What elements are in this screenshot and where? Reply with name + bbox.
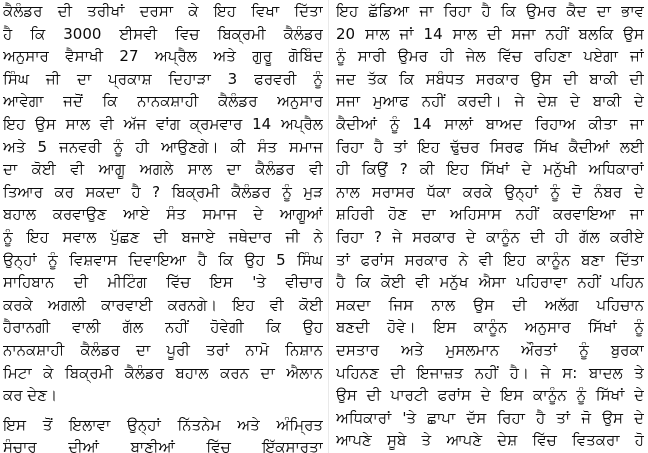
text-line: ਇਹ ਛੱਡਿਆ ਜਾ ਰਿਹਾ ਹੈ ਕਿ ਉਮਰ ਕੈਦ ਦਾ ਭਾਵ (336, 2, 644, 20)
text-line: ਅਤੇ 5 ਜਨਵਰੀ ਨੂੰ ਹੀ ਆਉਣਗੇ। ਕੀ ਸੰਤ ਸਮਾਜ (3, 137, 323, 156)
paragraph-gap (3, 407, 323, 414)
text-line: ਸ਼ਹਿਰੀ ਹੋਣ ਦਾ ਅਹਿਸਾਸ ਨਹੀਂ ਕਰਵਾਇਆ ਜਾ (336, 205, 644, 224)
text-line: ਹੈ ਕਿ ਕੋਈ ਵੀ ਮਨੁੱਖ ਐਸਾ ਪਹਿਰਾਵਾ ਨਹੀਂ ਪਹਿਨ (336, 273, 644, 292)
text-line: ਹੈ ਕਿ 3000 ਈਸਵੀ ਵਿਚ ਬਿਕ੍ਰਮੀ ਕੈਲੰਡਰ (3, 24, 323, 43)
text-line: ਨੂੰ ਇਹ ਸਵਾਲ ਪੁੱਛਣ ਦੀ ਬਜਾਏ ਜਥੇਦਾਰ ਜੀ ਨੇ (3, 227, 323, 246)
text-line: ਨਾਨਕਸ਼ਾਹੀ ਕੈਲੰਡਰ ਦਾ ਪੂਰੀ ਤਰਾਂ ਨਾਮੋ ਨਿਸ਼ਾਨ (3, 340, 323, 359)
text-line: ਹੀ ਕਿਉਂ ? ਕੀ ਇਹ ਸਿੱਖਾਂ ਦੇ ਮਨੁੱਖੀ ਅਧਿਕਾਰਾਂ (336, 160, 644, 179)
text-line: ਦਾ ਕੋਈ ਵੀ ਆਗੂ ਅਗਲੇ ਸਾਲ ਦਾ ਕੈਲੰਡਰ ਵੀ (3, 160, 323, 179)
text-line: ਕੈਲੰਡਰ ਦੀ ਤਰੀਖਾਂ ਦਰਸਾ ਕੇ ਇਹ ਵਿਖਾ ਦਿੱਤਾ (3, 2, 323, 20)
left-paragraph-2 (3, 414, 323, 453)
text-line: ਜਦ ਤੱਕ ਕਿ ਸਬੰਧਤ ਸਰਕਾਰ ਉਸ ਦੀ ਬਾਕੀ ਦੀ (336, 69, 644, 88)
text-line: ਇਹ ਉਸ ਸਾਲ ਵੀ ਅੱਜ ਵਾਂਗ ਕ੍ਰਮਵਾਰ 14 ਅਪ੍ਰੈਲ (3, 114, 323, 133)
text-line: ਸਾਹਿਬਾਨ ਦੀ ਮੀਟਿੰਗ ਵਿੱਚ ਇਸ 'ਤੇ ਵੀਚਾਰ (3, 273, 323, 292)
text-line: ਪਹਿਨਣ ਦੀ ਇਜਾਜ਼ਤ ਨਹੀਂ ਹੈ। ਜੇ ਸ: ਬਾਦਲ ਤੇ (336, 363, 644, 382)
text-line: ਦਸਤਾਰ ਅਤੇ ਮੁਸਲਮਾਨ ਔਰਤਾਂ ਨੂੰ ਬੁਰਕਾ (336, 340, 644, 359)
text-line: ਨੂੰ ਸਾਰੀ ਉਮਰ ਹੀ ਜੇਲ ਵਿੱਚ ਰਹਿਣਾ ਪਏਗਾ ਜਾਂ (336, 47, 644, 66)
text-line: ਹੈਰਾਨਗੀ ਵਾਲੀ ਗੱਲ ਨਹੀਂ ਹੋਵੇਗੀ ਕਿ ਉਹ (3, 318, 323, 337)
left-column (3, 0, 323, 453)
text-line: ਕੈਦੀਆਂ ਨੂੰ 14 ਸਾਲਾਂ ਬਾਅਦ ਰਿਹਾਅ ਕੀਤਾ ਜਾ (336, 114, 644, 133)
text-line: ਸੰਚਾਰ ਦੀਆਂ ਬਾਣੀਆਂ ਵਿੱਚ ਇੱਕਸਾਰਤਾ (3, 438, 323, 453)
text-line: ਰਿਹਾ ਹੈ ਤਾਂ ਇਹ ਢੁੱਚਰ ਸਿਰਫ ਸਿੱਖ ਕੈਦੀਆਂ ਲਈ (336, 137, 644, 156)
right-column (336, 0, 644, 453)
text-line: ਕਰ ਦੇਣ। (3, 386, 58, 405)
text-line: ਤਿਆਰ ਕਰ ਸਕਦਾ ਹੈ ? ਬਿਕ੍ਰਮੀ ਕੈਲੰਡਰ ਨੂੰ ਮੁੜ (3, 182, 323, 201)
left-paragraph-1 (3, 0, 323, 407)
text-line: ਰਿਹਾ ? ਜੇ ਸਰਕਾਰ ਦੇ ਕਾਨੂੰਨ ਦੀ ਹੀ ਗੱਲ ਕਰੀਏ (336, 227, 644, 246)
text-line: 20 ਸਾਲ ਜਾਂ 14 ਸਾਲ ਦੀ ਸਜਾ ਨਹੀਂ ਬਲਕਿ ਉਸ (336, 24, 644, 43)
text-line: ਉਨ੍ਹਾਂ ਨੂੰ ਵਿਸ਼ਵਾਸ ਦਿਵਾਇਆ ਹੈ ਕਿ ਉਹ 5 ਸਿੰਘ (3, 250, 323, 269)
text-line: ਆਪਣੇ ਸੂਬੇ ਤੇ ਆਪਣੇ ਦੇਸ਼ ਵਿੱਚ ਵਿਤਕਰਾ ਹੋ (336, 431, 644, 450)
text-line: ਉਸ ਦੀ ਪਾਰਟੀ ਫਰਾਂਸ ਦੇ ਇਸ ਕਾਨੂੰਨ ਨੂੰ ਸਿੱਖਾਂ ਦੇ (336, 386, 644, 405)
text-line: ਅਨੁਸਾਰ ਵੈਸਾਖੀ 27 ਅਪ੍ਰੈਲ ਅਤੇ ਗੁਰੂ ਗੋਬਿੰਦ (3, 47, 323, 66)
text-line: ਸਜਾ ਮੁਆਫ ਨਹੀਂ ਕਰਦੀ। ਜੇ ਦੇਸ਼ ਦੇ ਬਾਕੀ ਦੇ (336, 92, 644, 111)
text-line: ਮਿਟਾ ਕੇ ਬਿਕ੍ਰਮੀ ਕੈਲੰਡਰ ਬਹਾਲ ਕਰਨ ਦਾ ਐਲਾਨ (3, 363, 323, 382)
column-gutter (328, 0, 329, 453)
text-line: ਸਕਦਾ ਜਿਸ ਨਾਲ ਉਸ ਦੀ ਅਲੱਗ ਪਹਿਚਾਨ (336, 295, 644, 314)
text-line: ਆਵੇਗਾ ਜਦੋਂ ਕਿ ਨਾਨਕਸ਼ਾਹੀ ਕੈਲੰਡਰ ਅਨੁਸਾਰ (3, 92, 323, 111)
text-line: ਬਹਾਲ ਕਰਵਾਉਣ ਆਏ ਸੰਤ ਸਮਾਜ ਦੇ ਆਗੂਆਂ (3, 205, 323, 224)
text-line: ਇਸ ਤੋਂ ਇਲਾਵਾ ਉਨ੍ਹਾਂ ਨਿੱਤਨੇਮ ਅਤੇ ਅੰਮ੍ਰਿਤ (3, 415, 323, 434)
text-line: ਬਣਦੀ ਹੋਵੇ। ਇਸ ਕਾਨੂੰਨ ਅਨੁਸਾਰ ਸਿੱਖਾਂ ਨੂੰ (336, 318, 644, 337)
text-line: ਤਾਂ ਫਰਾਂਸ ਸਰਕਾਰ ਨੇ ਵੀ ਇਹ ਕਾਨੂੰਨ ਬਣਾ ਦਿੱਤਾ (336, 250, 644, 269)
text-line: ਸਿੰਘ ਜੀ ਦਾ ਪ੍ਰਕਾਸ਼ ਦਿਹਾੜਾ 3 ਫਰਵਰੀ ਨੂੰ (3, 69, 323, 88)
text-line: ਕਰਕੇ ਅਗਲੀ ਕਾਰਵਾਈ ਕਰਨਗੇ। ਇਹ ਵੀ ਕੋਈ (3, 295, 323, 314)
text-line: ਨਾਲ ਸਰਾਸਰ ਧੱਕਾ ਕਰਕੇ ਉਨ੍ਹਾਂ ਨੂੰ ਦੋ ਨੰਬਰ ਦੇ (336, 182, 644, 201)
right-paragraph-1 (336, 0, 644, 452)
text-line: ਅਧਿਕਾਰਾਂ 'ਤੇ ਛਾਪਾ ਦੱਸ ਰਿਹਾ ਹੈ ਤਾਂ ਜੋ ਉਸ ਦੇ (336, 408, 644, 427)
